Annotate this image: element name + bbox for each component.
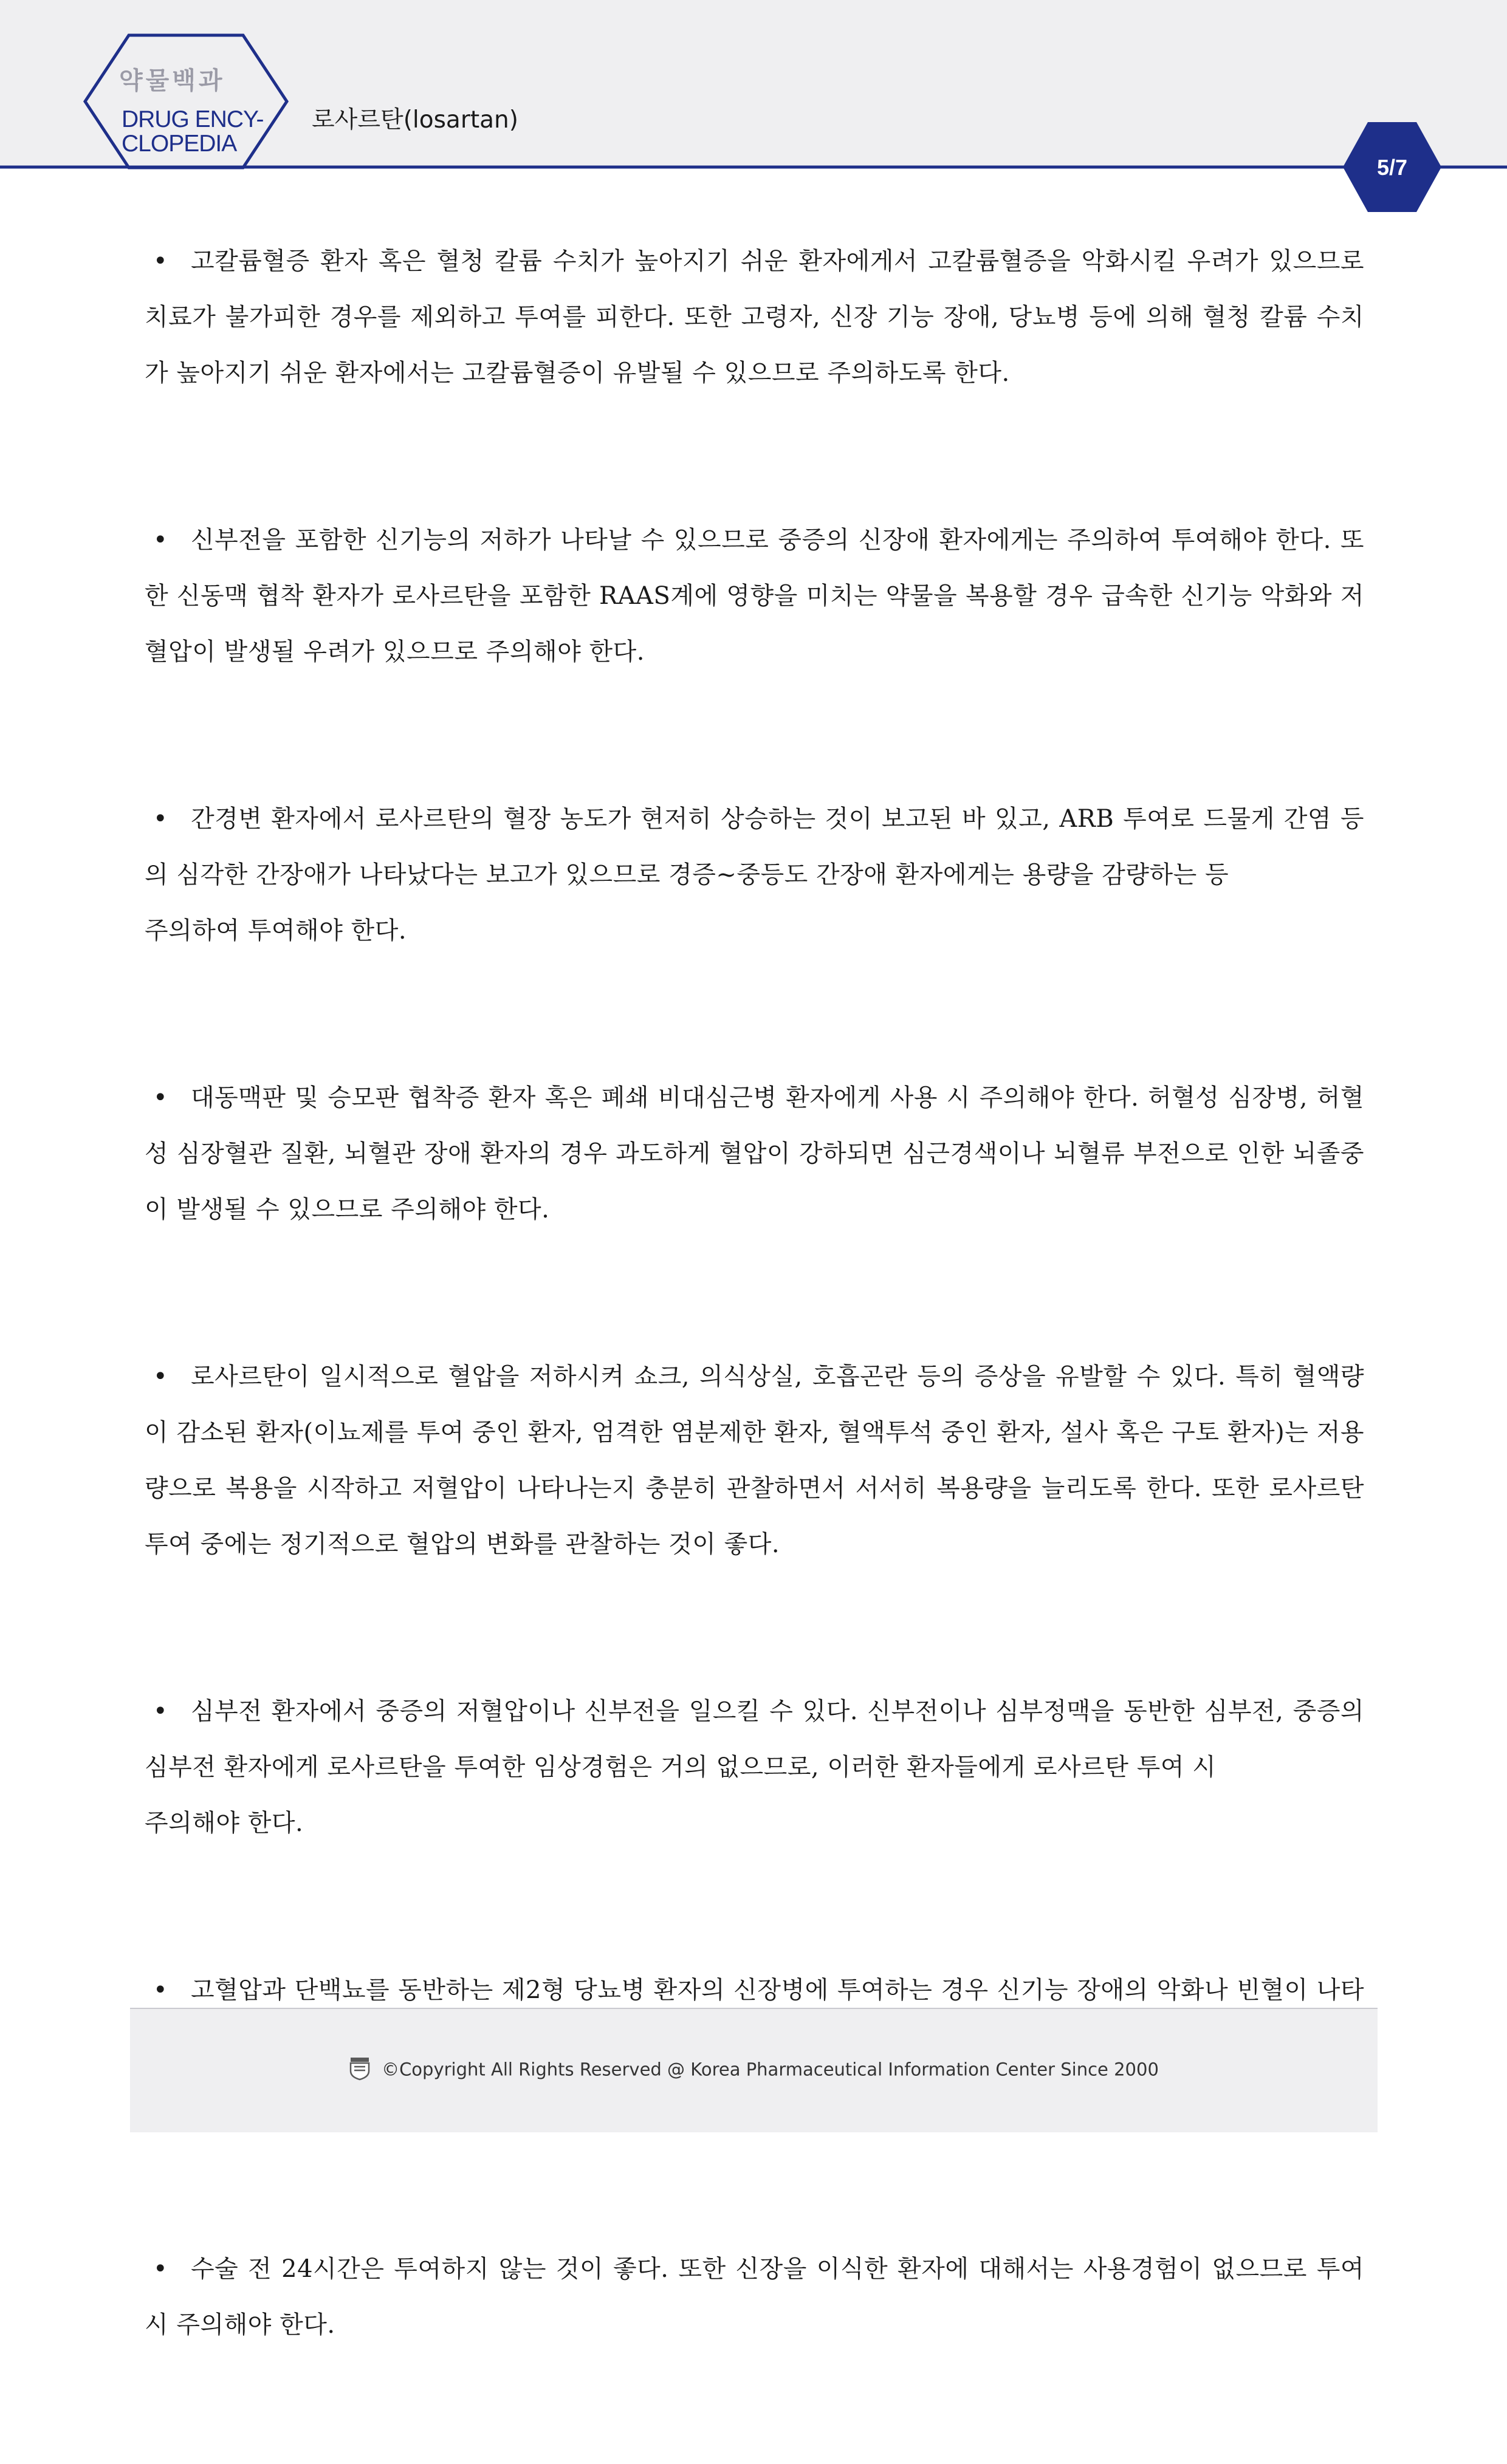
paragraph-text: 고혈압과 단백뇨를 동반하는 제2형 당뇨병 환자의 신장병에 투여하는 경우 신기능 장애의 악화나 빈혈이 나타	[191, 1976, 1364, 2004]
paragraph-hypotension	[145, 1349, 1364, 1572]
footer	[130, 2008, 1378, 2132]
paragraph-surgery	[145, 2241, 1364, 2353]
paragraph-text: 로사르탄이 일시적으로 혈압을 저하시켜 쇼크, 의식상실, 호흡곤란 등의 증상을 유발할 수 있다. 특히 혈액량이 감소된 환자(이뇨제를 투여 중인 환자, 엄격한 염분제한 환자, 혈액투석 중인 환자, 설사 혹은 구토 환자)는 저용량으로 복용을 시작하고 저혈압이 나타나는지 충분히 관찰하면서 서서히 복용량을 늘리도록 한다. 또한 로사르탄 투여 중에는 정기적으로 혈압의 변화를 관찰하는 것이 좋다.	[145, 1363, 1364, 1558]
paragraph-text: 간경변 환자에서 로사르탄의 혈장 농도가 현저히 상승하는 것이 보고된 바 있고, ARB 투여로 드물게 간염 등의 심각한 간장애가 나타났다는 보고가 있으므로 경증~중등도 간장애 환자에게는 용량을 감량하는 등	[145, 805, 1364, 889]
paragraph-text: 신부전을 포함한 신기능의 저하가 나타날 수 있으므로 중증의 신장애 환자에게는 주의하여 투여해야 한다. 또한 신동맥 협착 환자가 로사르탄을 포함한 RAAS계에 영향을 미치는 약물을 복용할 경우 급속한 신기능 악화와 저혈압이 발생될 우려가 있으므로 주의해야 한다.	[145, 526, 1364, 666]
bullet-icon: •	[153, 1697, 168, 1725]
bullet-icon: •	[153, 1084, 168, 1112]
logo-line-1: DRUG ENCY-	[122, 106, 264, 132]
crest-icon	[349, 2056, 371, 2085]
paragraph-text-tail: 주의해야 한다.	[145, 1809, 304, 1837]
bullet-icon: •	[153, 1976, 168, 2004]
bullet-icon: •	[153, 1363, 168, 1391]
paragraph-hyperkalemia	[145, 233, 1364, 401]
logo-title: 약물백과	[119, 67, 225, 95]
bullet-icon: •	[153, 2255, 168, 2283]
page-number: 5/7	[1376, 155, 1408, 180]
paragraph-text: 고칼륨혈증 환자 혹은 혈청 칼륨 수치가 높아지기 쉬운 환자에게서 고칼륨혈증을 악화시킬 우려가 있으므로 치료가 불가피한 경우를 제외하고 투여를 피한다. 또한 고령자, 신장 기능 장애, 당뇨병 등에 의해 혈청 칼륨 수치가 높아지기 쉬운 환자에서는 고칼륨혈증이 유발될 수 있으므로 주의하도록 한다.	[145, 247, 1364, 387]
paragraph-heart-failure	[145, 1683, 1364, 1851]
paragraph-hepatic-impairment	[145, 791, 1364, 959]
paragraph-text: 수술 전 24시간은 투여하지 않는 것이 좋다. 또한 신장을 이식한 환자에 대해서는 사용경험이 없으므로 투여 시 주의해야 한다.	[145, 2255, 1364, 2339]
paragraph-text: 대동맥판 및 승모판 협착증 환자 혹은 폐쇄 비대심근병 환자에게 사용 시 주의해야 한다. 허혈성 심장병, 허혈성 심장혈관 질환, 뇌혈관 장애 환자의 경우 과도하게 혈압이 강하되면 심근경색이나 뇌혈류 부전으로 인한 뇌졸중이 발생될 수 있으므로 주의해야 한다.	[145, 1084, 1364, 1223]
logo-line-2: CLOPEDIA	[122, 131, 237, 157]
document-title: 로사르탄(losartan)	[312, 106, 518, 134]
paragraph-valve-stenosis	[145, 1070, 1364, 1237]
paragraph-text-tail: 주의하여 투여해야 한다.	[145, 917, 407, 945]
bullet-icon: •	[153, 805, 168, 833]
copyright-text: ©Copyright All Rights Reserved @ Korea Pharmaceutical Information Center Since 2000	[382, 2059, 1159, 2080]
paragraph-text: 심부전 환자에서 중증의 저혈압이나 신부전을 일으킬 수 있다. 신부전이나 심부정맥을 동반한 심부전, 중증의 심부전 환자에게 로사르탄을 투여한 임상경험은 거의 없으므로, 이러한 환자들에게 로사르탄 투여 시	[145, 1697, 1364, 1781]
bullet-icon: •	[153, 526, 168, 554]
paragraph-renal-impairment	[145, 512, 1364, 680]
bullet-icon: •	[153, 247, 168, 275]
